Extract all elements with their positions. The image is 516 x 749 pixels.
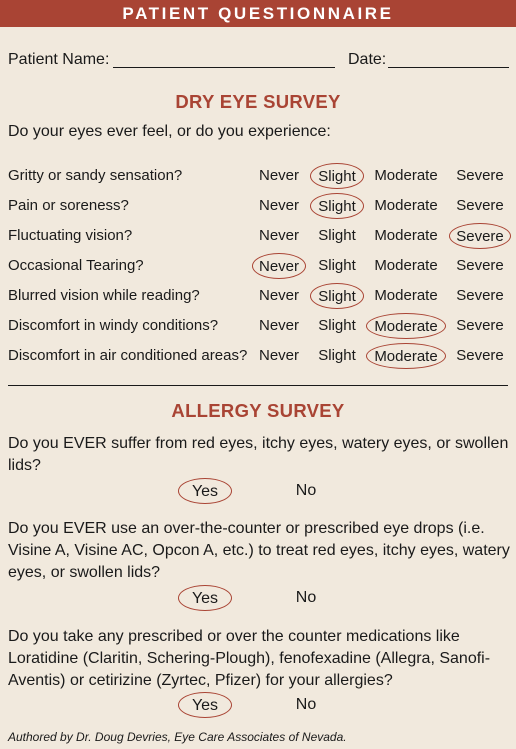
patient-name-label: Patient Name: bbox=[8, 51, 110, 68]
option-slight[interactable]: Slight bbox=[310, 193, 364, 219]
option-severe[interactable]: Severe bbox=[456, 197, 504, 214]
option-severe[interactable]: Severe bbox=[456, 257, 504, 274]
allergy-question-1: Do you EVER suffer from red eyes, itchy eyes, watery eyes, or swollen lids? bbox=[8, 435, 509, 474]
allergy-survey-title: ALLERGY SURVEY bbox=[171, 400, 345, 421]
option-never[interactable]: Never bbox=[258, 197, 299, 214]
dry-eye-survey-title: DRY EYE SURVEY bbox=[175, 91, 341, 112]
option-slight[interactable]: Slight bbox=[318, 317, 356, 334]
questionnaire-header: PATIENT QUESTIONNAIRE bbox=[0, 0, 516, 27]
survey-row bbox=[0, 193, 516, 219]
option-slight[interactable]: Slight bbox=[318, 347, 356, 364]
option-never[interactable]: Never bbox=[252, 253, 306, 279]
option-moderate[interactable]: Moderate bbox=[374, 227, 438, 244]
allergy-q2-yes[interactable]: Yes bbox=[178, 585, 232, 611]
allergy-q3-no[interactable]: No bbox=[295, 696, 317, 713]
option-moderate[interactable]: Moderate bbox=[374, 167, 438, 184]
option-never[interactable]: Never bbox=[258, 317, 299, 334]
option-moderate[interactable]: Moderate bbox=[366, 343, 446, 369]
option-moderate[interactable]: Moderate bbox=[366, 313, 446, 339]
author-credit: Authored by Dr. Doug Devries, Eye Care Associates of Nevada. bbox=[8, 730, 347, 744]
option-never[interactable]: Never bbox=[258, 347, 299, 364]
patient-name-field[interactable] bbox=[113, 52, 335, 68]
survey-row bbox=[0, 223, 516, 249]
option-moderate[interactable]: Moderate bbox=[374, 197, 438, 214]
survey-row bbox=[0, 163, 516, 189]
option-never[interactable]: Never bbox=[258, 287, 299, 304]
option-never[interactable]: Never bbox=[258, 227, 299, 244]
option-slight[interactable]: Slight bbox=[310, 163, 364, 189]
survey-row-label: Gritty or sandy sensation? bbox=[8, 167, 183, 184]
option-severe[interactable]: Severe bbox=[449, 223, 511, 249]
option-severe[interactable]: Severe bbox=[456, 347, 504, 364]
section-divider bbox=[8, 385, 508, 386]
option-slight[interactable]: Slight bbox=[310, 283, 364, 309]
allergy-q2-no[interactable]: No bbox=[295, 589, 317, 606]
option-slight[interactable]: Slight bbox=[318, 257, 356, 274]
option-severe[interactable]: Severe bbox=[456, 167, 504, 184]
date-label: Date: bbox=[348, 51, 387, 68]
survey-row-label: Occasional Tearing? bbox=[8, 257, 144, 274]
survey-row-label: Discomfort in air conditioned areas? bbox=[8, 347, 248, 364]
survey-row bbox=[0, 253, 516, 279]
option-moderate[interactable]: Moderate bbox=[374, 287, 438, 304]
option-severe[interactable]: Severe bbox=[456, 287, 504, 304]
survey-row-label: Discomfort in windy conditions? bbox=[8, 317, 219, 334]
option-severe[interactable]: Severe bbox=[456, 317, 504, 334]
allergy-question-2: Do you EVER use an over-the-counter or prescribed eye drops (i.e. Visine A, Visine AC, Opcon A, etc.) to treat red eyes, itchy eyes, watery eyes, or swollen lids? bbox=[8, 520, 510, 581]
date-field[interactable] bbox=[388, 52, 509, 68]
survey-row bbox=[0, 283, 516, 309]
option-moderate[interactable]: Moderate bbox=[374, 257, 438, 274]
survey-row-label: Fluctuating vision? bbox=[8, 227, 133, 244]
allergy-q3-yes[interactable]: Yes bbox=[178, 692, 232, 718]
allergy-q1-yes[interactable]: Yes bbox=[178, 478, 232, 504]
option-never[interactable]: Never bbox=[258, 167, 299, 184]
survey-row bbox=[0, 313, 516, 339]
option-slight[interactable]: Slight bbox=[318, 227, 356, 244]
allergy-q1-no[interactable]: No bbox=[295, 482, 317, 499]
dry-eye-intro: Do your eyes ever feel, or do you experience: bbox=[8, 123, 331, 140]
allergy-question-3: Do you take any prescribed or over the counter medications like Loratidine (Claritin, Schering-Plough), fenofexadine (Allegra, Sanofi-Aventis) or cetirizine (Zyrtec, Pfizer) for your allergies? bbox=[8, 628, 491, 689]
survey-row-label: Blurred vision while reading? bbox=[8, 287, 200, 304]
survey-row bbox=[0, 343, 516, 369]
survey-row-label: Pain or soreness? bbox=[8, 197, 129, 214]
